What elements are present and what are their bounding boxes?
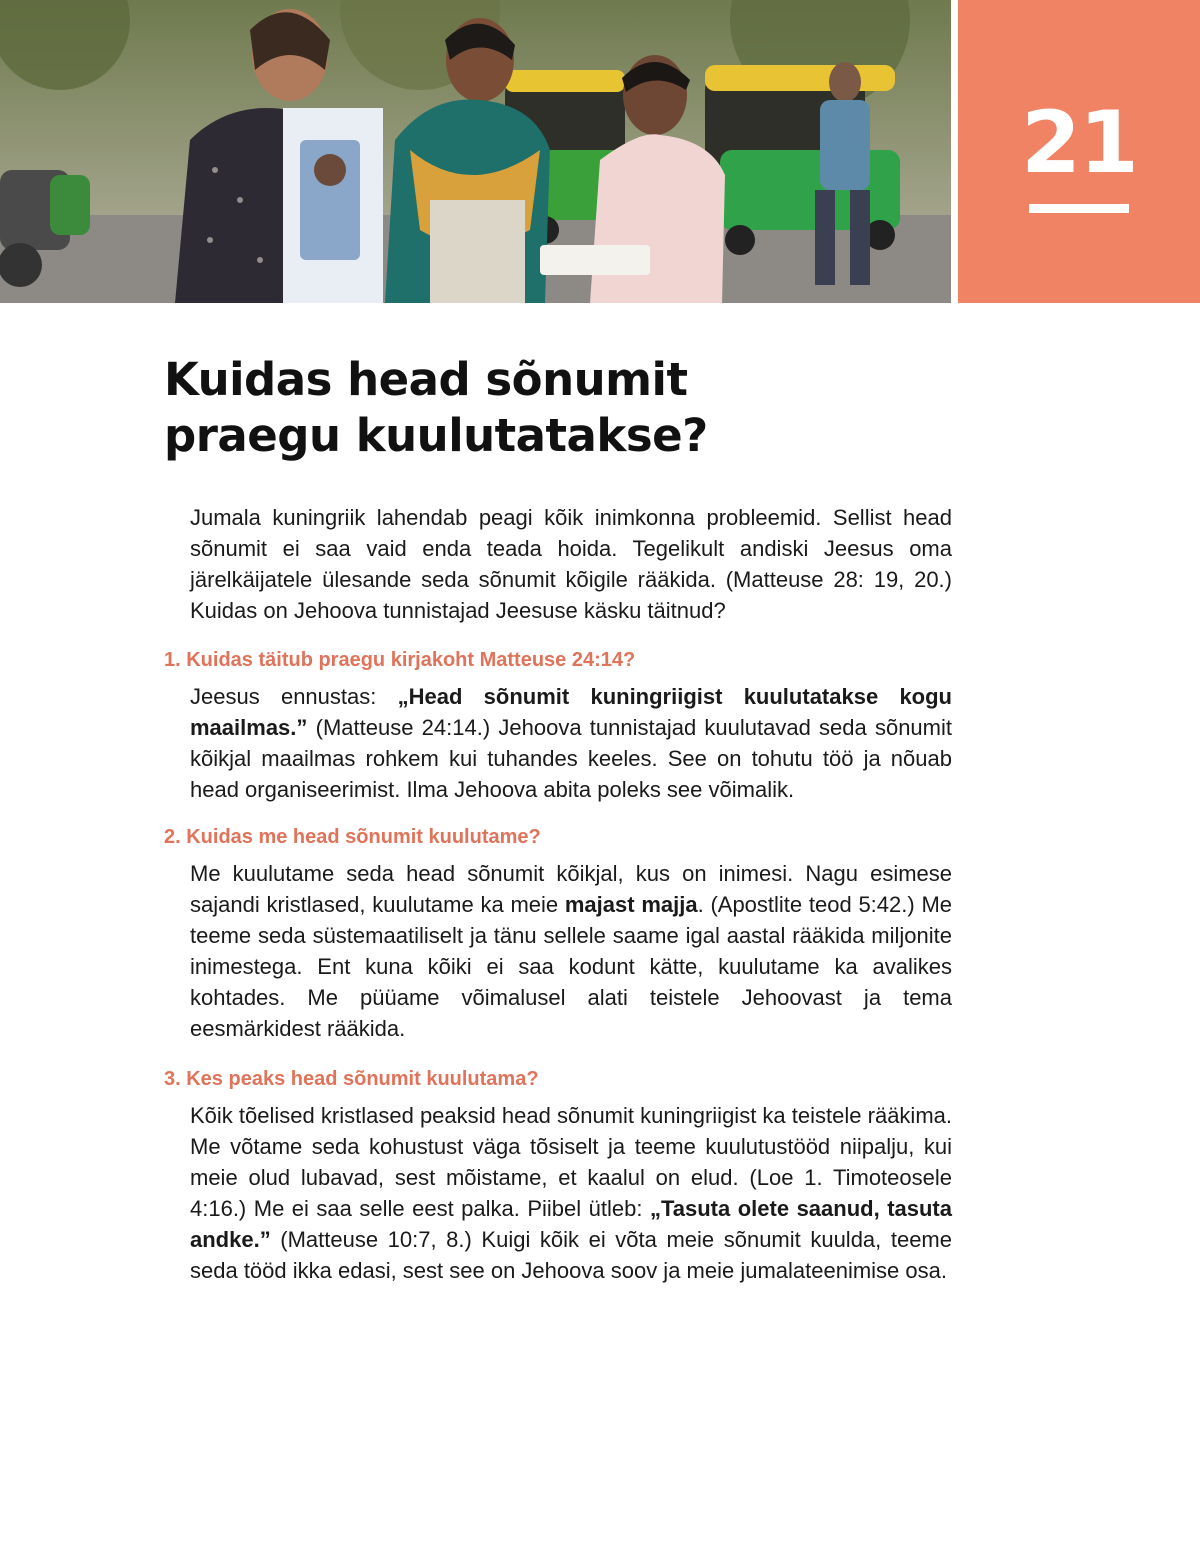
lesson-number-underline: [1029, 204, 1129, 213]
answer-3-text-b: (Matteuse 10:7, 8.) Kuigi kõik ei võta meie sõnumit kuulda, teeme seda tööd ikka edasi, sest see on Jehoova soov ja meie jumalateenimise osa.: [190, 1227, 952, 1283]
answer-2: [190, 858, 952, 1044]
answer-1: [190, 681, 952, 805]
header-photo: [0, 0, 951, 303]
page-title: [164, 352, 964, 464]
answer-2-text-b: . (Apostlite teod 5:42.) Me teeme seda süstemaatiliselt ja tänu sellele saame igal aastal rääkida miljonite inimestega. Ent kuna kõiki ei saa kodunt kätte, kuulutame ka avalikes kohtades. Me püüame võimalusel alati teistele Jehoovast ja tema eesmärkidest rääkida.: [190, 892, 953, 1041]
title-line-2: praegu kuulutatakse?: [164, 409, 708, 462]
answer-1-text-b: (Matteuse 24:14.) Jehoova tunnistajad kuulutavad seda sõnumit kõikjal maailmas rohkem kui tuhandes keeles. See on tohutu töö ja nõuab head organiseerimist. Ilma Jehoova abita poleks see võimalik.: [190, 715, 952, 802]
question-3: 3. Kes peaks head sõnumit kuulutama?: [164, 1068, 539, 1090]
lesson-badge: [958, 0, 1200, 303]
intro-paragraph: Jumala kuningriik lahendab peagi kõik inimkonna probleemid. Sellist head sõnumit ei saa vaid enda teada hoida. Tegelikult andiski Jeesus oma järelkäijatele ülesande seda sõnumit kõigile rääkida. (Matteuse 28: 19, 20.) Kuidas on Jehoova tunnistajad Jeesuse käsku täitnud?: [190, 505, 952, 623]
answer-3: [190, 1100, 952, 1286]
answer-3-emphasis: „Tasuta olete saanud, tasuta andke.”: [190, 1196, 952, 1252]
literature-cart: [283, 108, 383, 303]
title-line-1: Kuidas head sõnumit: [164, 353, 688, 406]
answer-1-text-a: Jeesus ennustas:: [190, 684, 398, 709]
question-2: 2. Kuidas me head sõnumit kuulutame?: [164, 826, 541, 848]
street-scene-illustration: [0, 0, 951, 303]
question-1: 1. Kuidas täitub praegu kirjakoht Matteuse 24:14?: [164, 649, 636, 671]
answer-2-text-a: Me kuulutame seda head sõnumit kõikjal, kus on inimesi. Nagu esimese sajandi kristlased, kuulutame ka meie: [190, 861, 952, 917]
answer-1-emphasis: „Head sõnumit kuningriigist kuulutatakse kogu maailmas.”: [190, 684, 952, 740]
lesson-number: 21: [1021, 93, 1137, 193]
answer-3-text-a: Kõik tõelised kristlased peaksid head sõnumit kuningriigist ka teistele rääkima. Me võtame seda kohustust väga tõsiselt ja teeme kuulutustööd niipalju, kui meie olud lubavad, sest mõistame, et kaalul on elud. (Loe 1. Timoteosele 4:16.) Me ei saa selle eest palka. Piibel ütleb:: [190, 1103, 952, 1221]
answer-2-emphasis: majast majja: [564, 892, 698, 917]
